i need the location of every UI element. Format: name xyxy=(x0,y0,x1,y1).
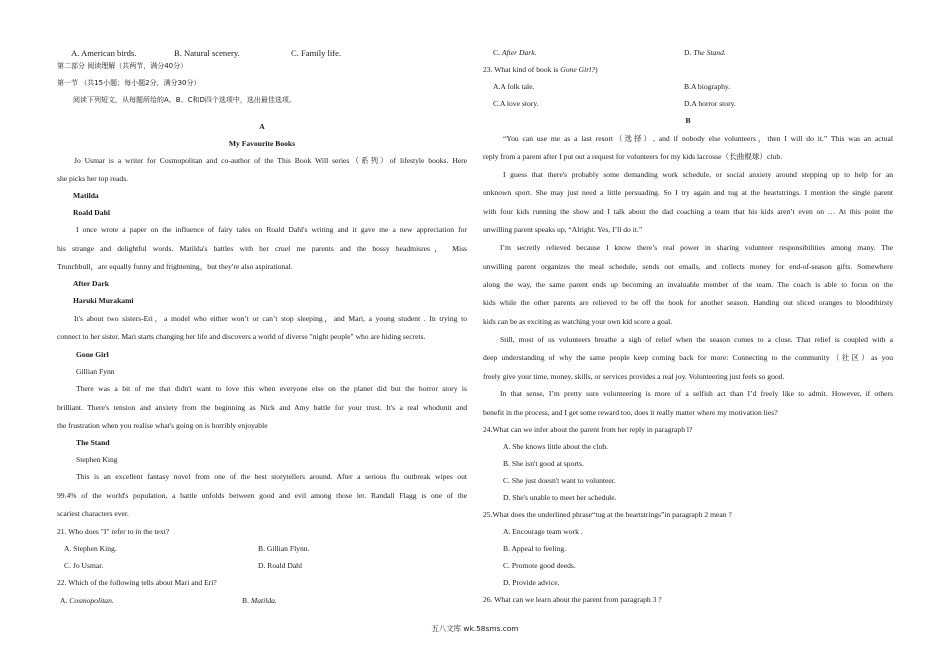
instructions: 阅读下列短文，从每题所给的A、B、C和D四个选项中，选出最佳选项。 xyxy=(73,96,296,104)
passage-b-line: unwilling parent speaks up, “Alright. Yes, I’ll do it.” xyxy=(483,225,643,234)
book-author: Haruki Murakami xyxy=(73,296,134,305)
question-22: 22. Which of the following tells about Mari and Eri? xyxy=(57,578,217,587)
book-review-line: It's about two sisters-Eri，a model who either won’t or can’t stop sleeping，and Mari, a young student . In trying to xyxy=(74,314,467,323)
intro-line: Jo Usmar is a writer for Cosmopolitan and co-author of the This Book Will series（系列）of lifestyle books. Here xyxy=(74,156,467,165)
q23-option-d: D.A horror story. xyxy=(684,99,736,108)
book-author: Gillian Fynn xyxy=(76,367,115,376)
q25-option-c: C. Promote good deeds. xyxy=(503,561,576,570)
passage-b-line: Still, most of us volunteers breathe a sigh of relief when the season comes to a close. That relief is coupled with a xyxy=(500,335,893,344)
q24-option-a: A. She knows little about the club. xyxy=(503,442,609,451)
q25-option-b: B. Appeal to feeling. xyxy=(503,544,567,553)
book-author: Roald Dahl xyxy=(73,208,110,217)
q25-option-d: D. Provide advice. xyxy=(503,578,560,587)
q22-option-b: B. Matilda. xyxy=(242,596,277,605)
book-author: Stephen King xyxy=(76,455,118,464)
passage-b-line: I guess that there's probably some demanding work schedule, or social anxiety around stepping up to help for an xyxy=(503,170,893,179)
question-24: 24.What can we infer about the parent from her reply in paragraph l? xyxy=(483,425,693,434)
q23-option-a: A.A folk tale. xyxy=(493,82,535,91)
book-review-line: I once wrote a paper on the influence of fairy tales on Roald Dahl's writing and it gave me a new appreciation for xyxy=(76,225,467,234)
question-23: 23. What kind of book is Gone Girl?) xyxy=(483,65,598,74)
q23-option-c: C.A love story. xyxy=(493,99,539,108)
passage-b-line: kids can be as exciting as watching your own kid score a goal. xyxy=(483,317,673,326)
prev-option-c: C. Family life. xyxy=(291,48,342,58)
q25-option-a: A. Encourage team work . xyxy=(503,527,583,536)
prev-option-a: A. American birds. xyxy=(71,48,137,58)
q24-option-b: B. She isn't good at sports. xyxy=(503,459,584,468)
footer-watermark: 五八文库 wk.58sms.com xyxy=(431,624,519,633)
passage-b-line: benefit in the process, and I get some reward too, does it really matter where my motivation lies? xyxy=(483,408,778,417)
q22-option-d: D. The Stand. xyxy=(684,48,726,57)
q21-option-b: B. Gillian Flynn. xyxy=(258,544,310,553)
q21-option-a: A. Stephen King. xyxy=(64,544,117,553)
passage-b-line: I’m secretly relieved because I know there’s real power in sharing volunteer responsibilities among many. The xyxy=(500,243,893,252)
passage-b-line: unwilling parent organizes the meal schedule, sends out emails, and collects money for end-of-season gifts. Somewhere xyxy=(483,262,893,271)
book-title: Gone Girl xyxy=(76,350,109,359)
book-review-line: scariest characters ever. xyxy=(57,509,129,518)
q24-option-c: C. She just doesn't want to volunteer. xyxy=(503,476,616,485)
book-review-line: Trunchbull，are equally funny and frightening，but they're also aspirational. xyxy=(57,262,293,271)
passage-b-letter: B xyxy=(685,116,691,125)
part-heading: 第二部分 阅读理解（共两节，满分40分） xyxy=(57,62,188,70)
prev-option-b: B. Natural scenery. xyxy=(174,48,240,58)
q21-option-c: C. Jo Usmar. xyxy=(64,561,104,570)
passage-b-line: freely give your time, money, skills, or services provides a real joy. Volunteering just feels so good. xyxy=(483,372,785,381)
book-review-line: connect to her sister. Mari starts changing her life and discovers a world of diverse "night people" who are hiding secrets. xyxy=(57,332,426,341)
passage-a-title: My Favourite Books xyxy=(228,139,296,148)
passage-b-line: deep understanding of why the same people keep coming back for more: Connecting to the community（社区）as you xyxy=(483,353,893,362)
q23-option-b: B.A biography. xyxy=(684,82,731,91)
book-review-line: 99.4% of the world's population, a battle unfolds between good and evil among those let. Randall Flagg is one of the xyxy=(57,491,467,500)
passage-b-line: unknown sport. She may just need a little persuading. So I try again and tug at the heartstrings. I mention the single parent xyxy=(483,188,893,197)
question-26: 26. What can we learn about the parent from paragraph 3 ? xyxy=(483,595,662,604)
q22-option-a: A. Cosmopolitan. xyxy=(60,596,114,605)
book-review-line: the frustration when you realise what's going on is horribly enjoyable xyxy=(57,421,268,430)
book-review-line: This is an excellent fantasy novel from one of the best storytellers around. After a serious flu outbreak wipes out xyxy=(76,472,467,481)
q21-option-d: D. Roald Dahl xyxy=(258,561,303,570)
book-review-line: his strange and delightful words. Matilda's battles with her cruel me parents and the bossy headmisres， Miss xyxy=(57,244,467,253)
passage-b-line: “You can use me as a last resort（选择）, and if nobody else volunteers，then I will do it.” This was an actual xyxy=(503,134,893,143)
book-review-line: brilliant. There's tension and anxiety from the beginning as Nick and Amy battle for your trust. It's a real whodunit and xyxy=(57,403,467,412)
passage-b-line: kids while the other parents are relieved to be off the hook for another season. Handing out sliced oranges to bloodthirsty xyxy=(483,298,893,307)
passage-b-line: reply from a parent after I put out a request for volunteers for my kids lacrosse（长曲棍球）club. xyxy=(483,152,783,161)
passage-a-letter: A xyxy=(259,122,265,131)
intro-line: she picks her top reads. xyxy=(57,174,129,183)
section-heading: 第一节 （共15小题；每小题2分，满分30分） xyxy=(57,79,201,87)
book-title: After Dark xyxy=(73,279,109,288)
passage-b-line: with four kids running the show and I talk about the dad coaching a team that his kids aren’t even on … At this point the xyxy=(483,207,893,216)
q24-option-d: D. She's unable to meet her schedule. xyxy=(503,493,617,502)
question-25: 25.What does the underlined phrase“tug at the heartstrings”in paragraph 2 mean ? xyxy=(483,510,732,519)
passage-b-line: In that sense, I’m pretty sure volunteering is more of a selfish act than I’d freely like to admit. However, if others xyxy=(500,389,893,398)
book-title: Matilda xyxy=(73,191,99,200)
passage-b-line: along the way, the same parent ends up becoming an invaluable member of the team. The coach is able to focus on the xyxy=(483,280,893,289)
book-review-line: There was a bit of me that didn't want to love this when everyone else on the planet did but the horror story is xyxy=(76,384,467,393)
question-21: 21. Who does "I" refer to in the text? xyxy=(57,527,170,536)
book-title: The Stand xyxy=(76,438,110,447)
q22-option-c: C. After Dark. xyxy=(493,48,537,57)
